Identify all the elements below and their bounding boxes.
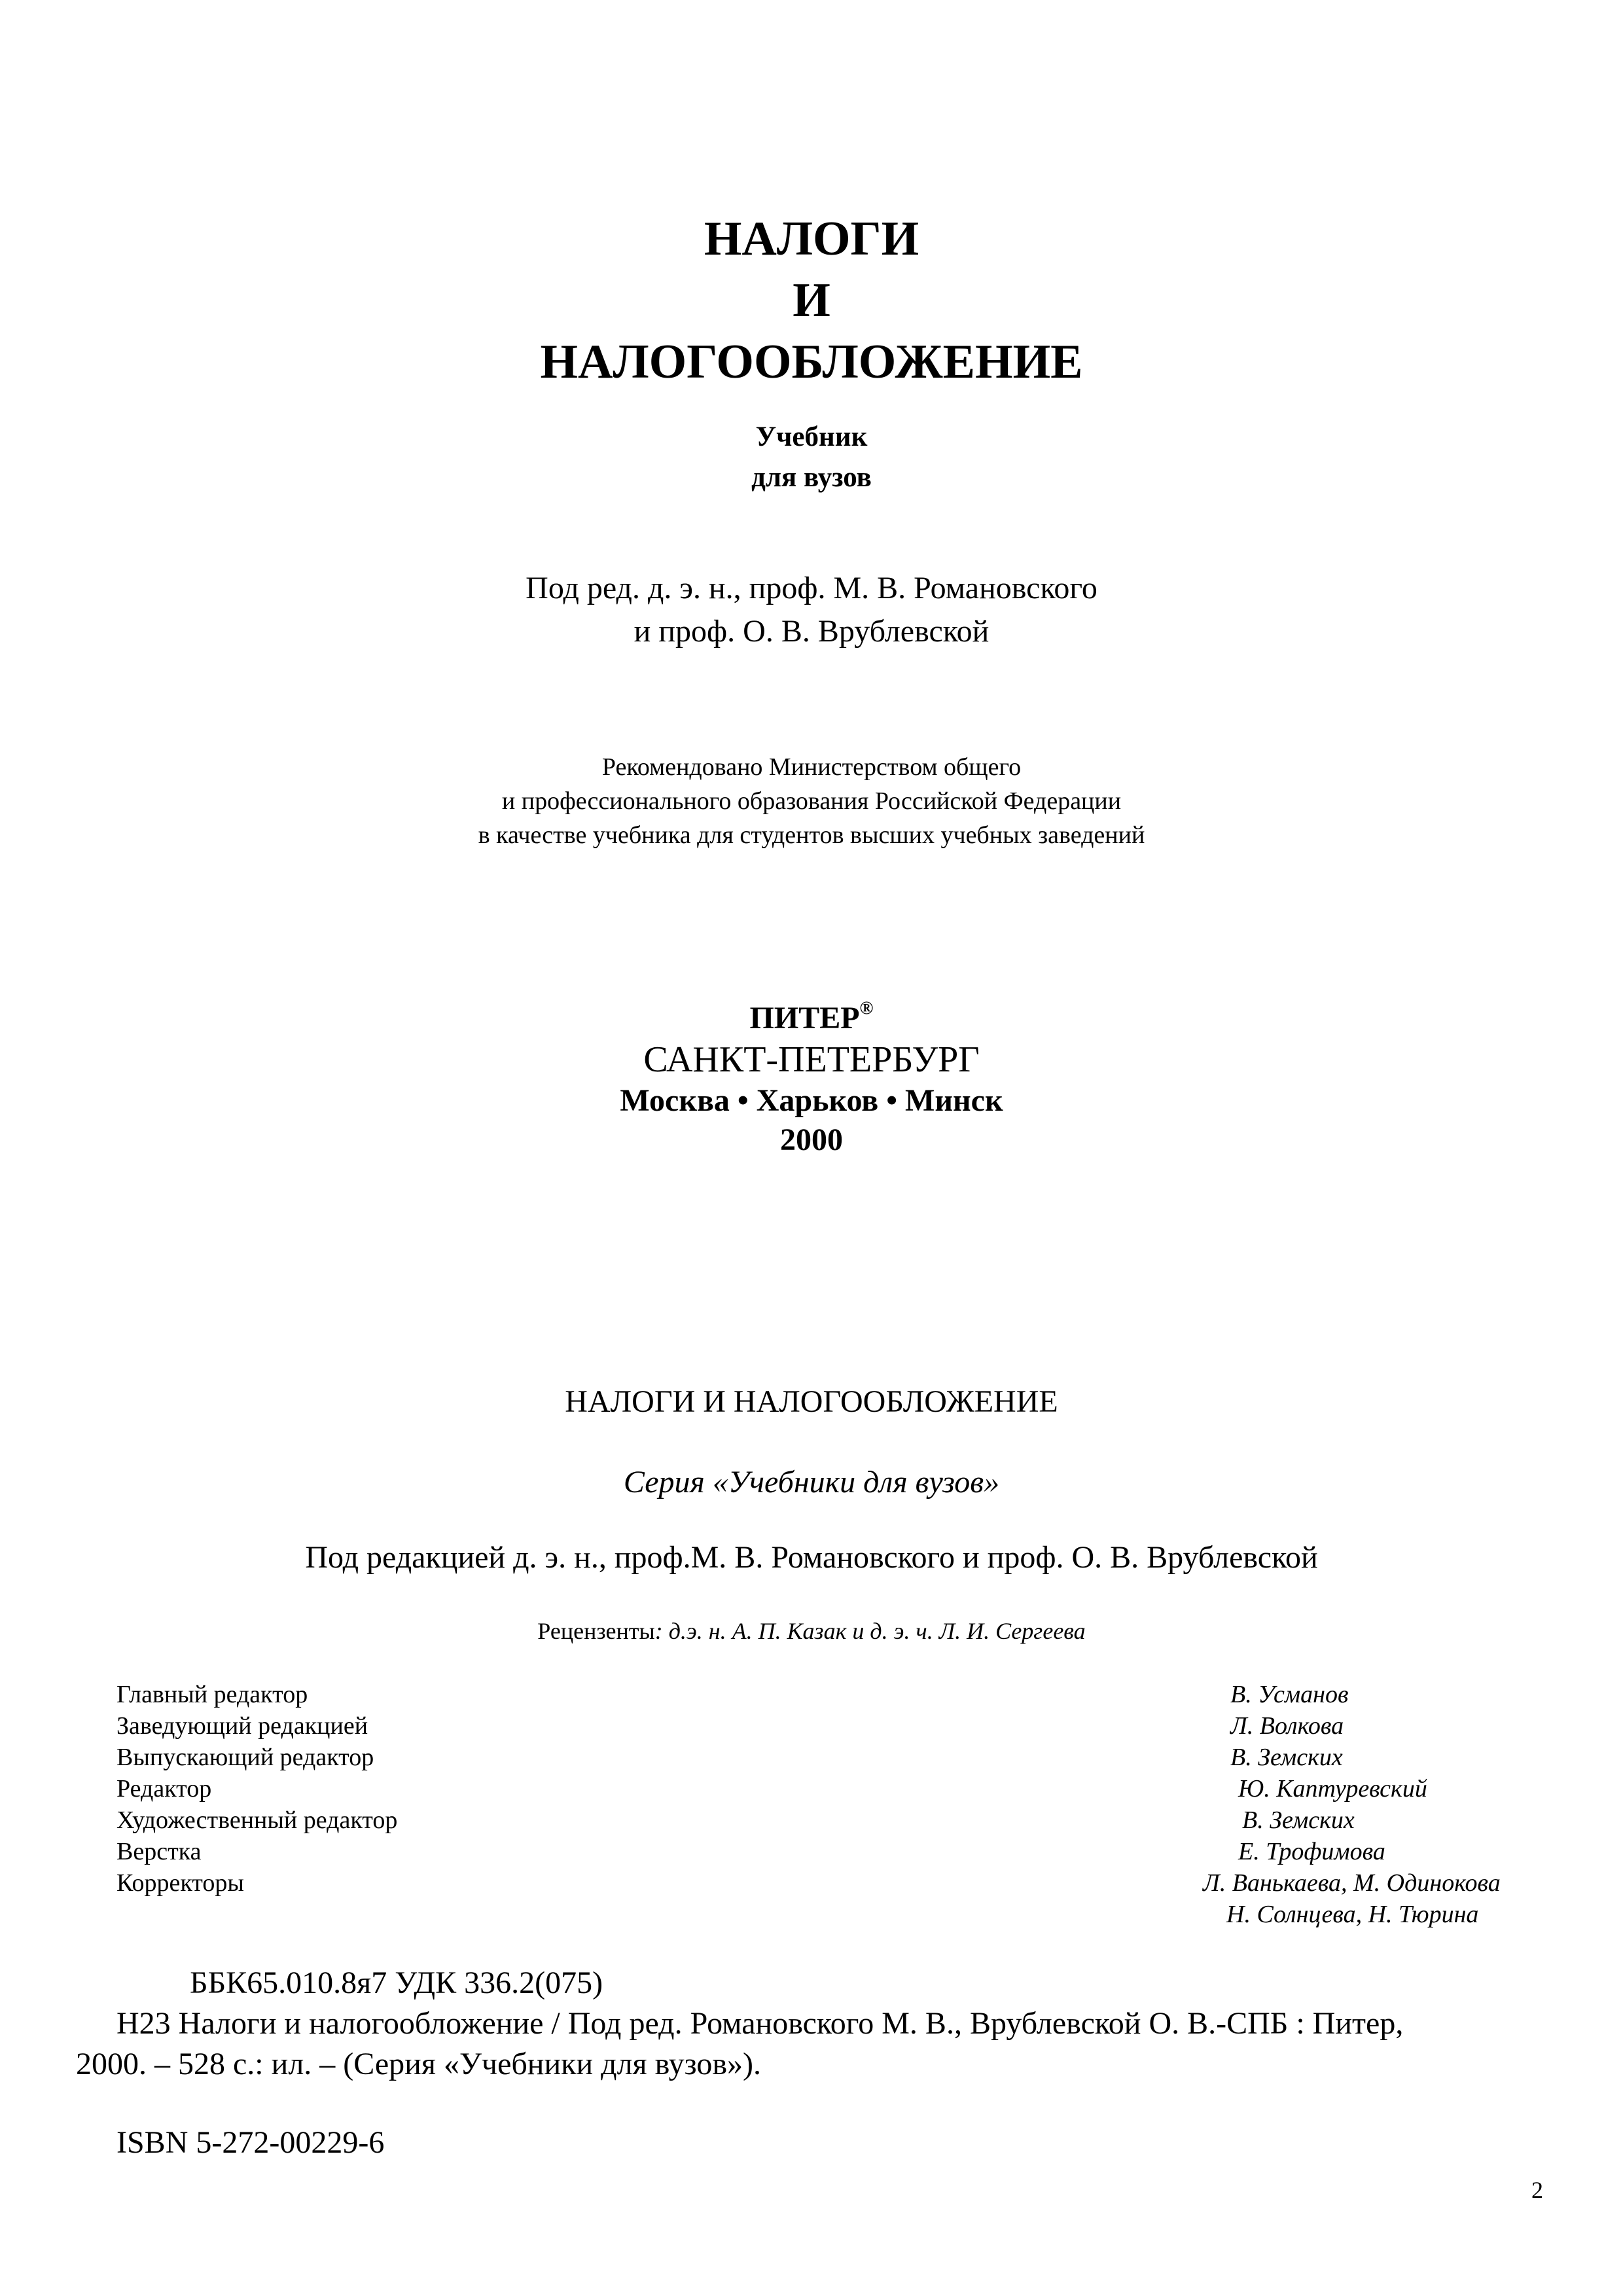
book-subtitle-line-1: Учебник xyxy=(755,422,868,452)
book-title-line-2: И xyxy=(793,274,830,327)
staff-name: Л. Ванькаева, М. Одинокова xyxy=(1203,1869,1501,1897)
staff-role: Главный редактор xyxy=(116,1681,308,1708)
book-title-line-3: НАЛОГООБЛОЖЕНИЕ xyxy=(540,335,1083,389)
imprint-title xyxy=(0,1382,1623,1422)
staff-row xyxy=(0,1899,1623,1930)
classification-codes: ББК65.010.8я7 УДК 336.2(075) xyxy=(190,1965,603,2000)
series-title xyxy=(0,1463,1623,1502)
staff-row xyxy=(0,1773,1623,1804)
registered-mark: ® xyxy=(859,998,874,1018)
reviewers xyxy=(0,1615,1623,1647)
staff-name: Н. Солнцева, Н. Тюрина xyxy=(1226,1901,1479,1928)
staff-role: Редактор xyxy=(116,1775,212,1803)
recommendation-line-2: и профессионального образования Российской Федерации xyxy=(501,787,1122,815)
imprint-editors-text: Под редакцией д. э. н., проф.М. В. Романовского и проф. О. В. Врублевской xyxy=(305,1540,1318,1575)
book-subtitle xyxy=(0,417,1623,498)
publisher-other-cities: Москва • Харьков • Минск xyxy=(620,1083,1003,1118)
publisher-year: 2000 xyxy=(780,1122,843,1157)
staff-name: Ю. Каптуревский xyxy=(1238,1775,1427,1803)
staff-row xyxy=(0,1867,1623,1899)
staff-row xyxy=(0,1742,1623,1773)
series-title-text: Серия «Учебники для вузов» xyxy=(623,1465,1000,1499)
staff-role: Заведующий редакцией xyxy=(116,1712,368,1740)
staff-row xyxy=(0,1710,1623,1742)
staff-row xyxy=(0,1679,1623,1710)
recommendation-block xyxy=(0,750,1623,852)
book-title-line-1: НАЛОГИ xyxy=(704,212,919,266)
staff-row xyxy=(0,1804,1623,1836)
reviewers-label: Рецензенты xyxy=(537,1618,655,1644)
book-subtitle-line-2: для вузов xyxy=(751,462,872,493)
bibliographic-entry-line-1: Н23 Налоги и налогообложение / Под ред. Романовского М. В., Врублевской О. В.-СПБ : Питер, xyxy=(116,2006,1404,2041)
book-title xyxy=(0,208,1623,393)
editors-block xyxy=(0,567,1623,653)
isbn: ISBN 5-272-00229-6 xyxy=(116,2125,385,2160)
editors-line-2: и проф. О. В. Врублевской xyxy=(633,614,990,649)
staff-name: В. Земских xyxy=(1242,1806,1355,1834)
imprint-title-text: НАЛОГИ И НАЛОГООБЛОЖЕНИЕ xyxy=(565,1384,1058,1419)
bibliographic-entry-line-2: 2000. – 528 с.: ил. – (Серия «Учебники для вузов»). xyxy=(76,2047,761,2081)
staff-name: В. Усманов xyxy=(1230,1681,1349,1708)
staff-role: Художественный редактор xyxy=(116,1806,398,1834)
imprint-editors xyxy=(0,1538,1623,1577)
publisher-block xyxy=(0,999,1623,1160)
reviewers-line xyxy=(0,1615,1623,1647)
staff-name: Л. Волкова xyxy=(1230,1712,1344,1740)
staff-name: Е. Трофимова xyxy=(1238,1838,1385,1865)
publisher-name: ПИТЕР xyxy=(749,1001,860,1035)
staff-role: Корректоры xyxy=(116,1869,244,1897)
recommendation-line-3: в качестве учебника для студентов высших учебных заведений xyxy=(478,821,1145,849)
page-number: 2 xyxy=(1531,2177,1543,2203)
reviewers-names: : д.э. н. А. П. Казак и д. э. ч. Л. И. Сергеева xyxy=(654,1618,1086,1644)
staff-role: Верстка xyxy=(116,1838,202,1865)
publisher-name-line xyxy=(0,999,1623,1038)
staff-role: Выпускающий редактор xyxy=(116,1744,374,1771)
publisher-city: САНКТ-ПЕТЕРБУРГ xyxy=(643,1039,980,1080)
editors-line-1: Под ред. д. э. н., проф. М. В. Романовского xyxy=(526,571,1097,605)
staff-name: В. Земских xyxy=(1230,1744,1343,1771)
staff-row xyxy=(0,1836,1623,1867)
recommendation-line-1: Рекомендовано Министерством общего xyxy=(601,753,1022,781)
